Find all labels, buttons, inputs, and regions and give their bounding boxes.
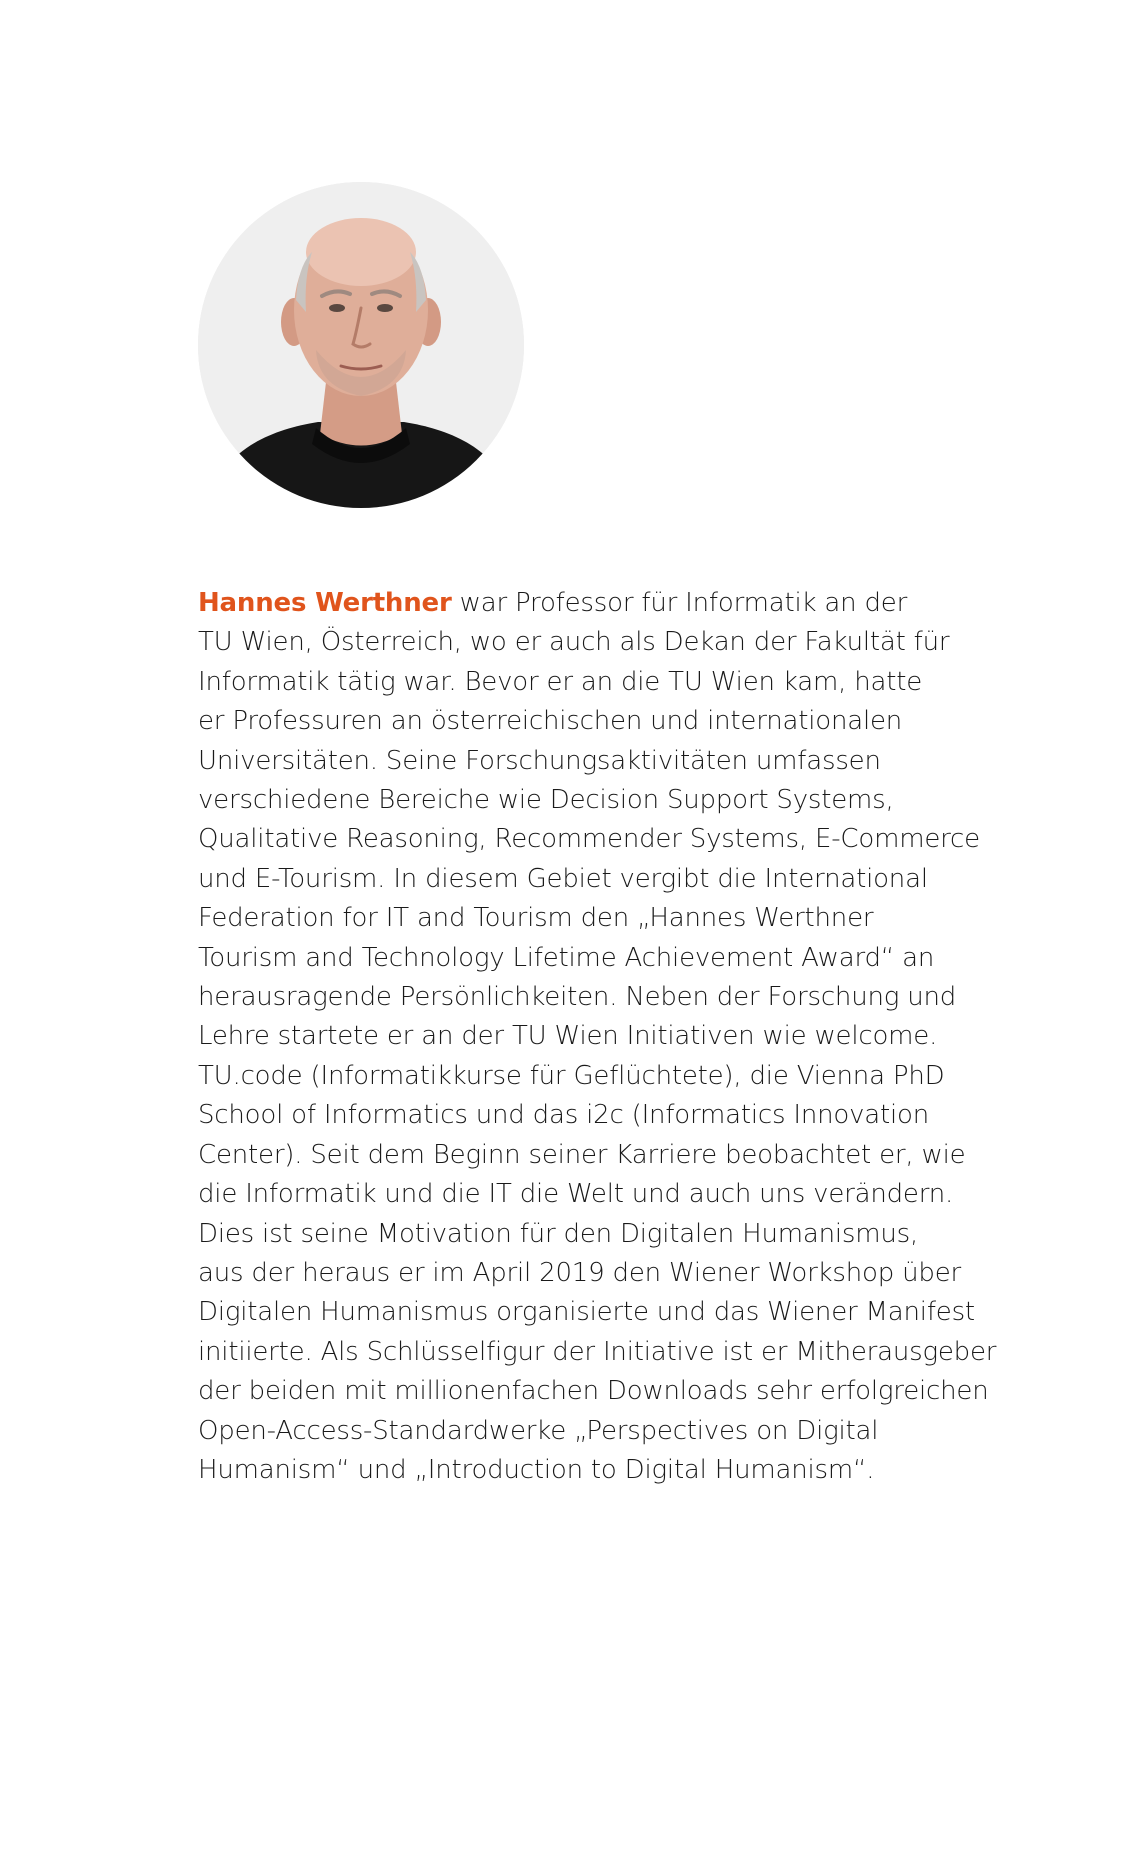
portrait-illustration: [198, 182, 524, 508]
bio-line: aus der heraus er im April 2019 den Wiener Workshop über: [198, 1257, 961, 1288]
bio-line: Tourism and Technology Lifetime Achievement Award“ an: [198, 942, 935, 973]
bio-line: herausragende Persönlichkeiten. Neben der Forschung und: [198, 982, 957, 1013]
author-portrait: [198, 182, 524, 508]
biography-text: [198, 584, 998, 1490]
bio-line: Digitalen Humanismus organisierte und das Wiener Manifest: [198, 1297, 975, 1328]
bio-line: Lehre startete er an der TU Wien Initiativen wie welcome.: [198, 1021, 938, 1052]
bio-line: er Professuren an österreichischen und internationalen: [198, 706, 903, 737]
bio-line: Informatik tätig war. Bevor er an die TU Wien kam, hatte: [198, 666, 923, 697]
bio-line: initiierte. Als Schlüsselfigur der Initiative ist er Mitherausgeber: [198, 1336, 997, 1367]
bio-line: und E-Tourism. In diesem Gebiet vergibt die International: [198, 863, 928, 894]
bio-line: [198, 584, 998, 623]
bio-line: TU.code (Informatikkurse für Geflüchtete), die Vienna PhD: [198, 1060, 945, 1091]
bio-line: Federation for IT and Tourism den „Hannes Werthner: [198, 903, 874, 934]
bio-line: die Informatik und die IT die Welt und auch uns verändern.: [198, 1179, 954, 1210]
bio-line: Open-Access-Standardwerke „Perspectives on Digital: [198, 1415, 879, 1446]
bio-line: Qualitative Reasoning, Recommender Systems, E-Commerce: [198, 824, 980, 855]
bio-line: TU Wien, Österreich, wo er auch als Dekan der Fakultät für: [198, 627, 950, 658]
bio-line: School of Informatics und das i2c (Informatics Innovation: [198, 1100, 930, 1131]
bio-line: Universitäten. Seine Forschungsaktivitäten umfassen: [198, 745, 881, 776]
bio-line: Dies ist seine Motivation für den Digitalen Humanismus,: [198, 1218, 919, 1249]
bio-line: Center). Seit dem Beginn seiner Karriere beobachtet er, wie: [198, 1139, 966, 1170]
bio-line: der beiden mit millionenfachen Downloads sehr erfolgreichen: [198, 1376, 989, 1407]
bio-line-first-rest: war Professor für Informatik an der: [451, 588, 908, 618]
author-name: Hannes Werthner: [198, 588, 452, 618]
bio-line: Humanism“ und „Introduction to Digital Humanism“.: [198, 1454, 875, 1485]
bio-line: verschiedene Bereiche wie Decision Support Systems,: [198, 785, 894, 816]
